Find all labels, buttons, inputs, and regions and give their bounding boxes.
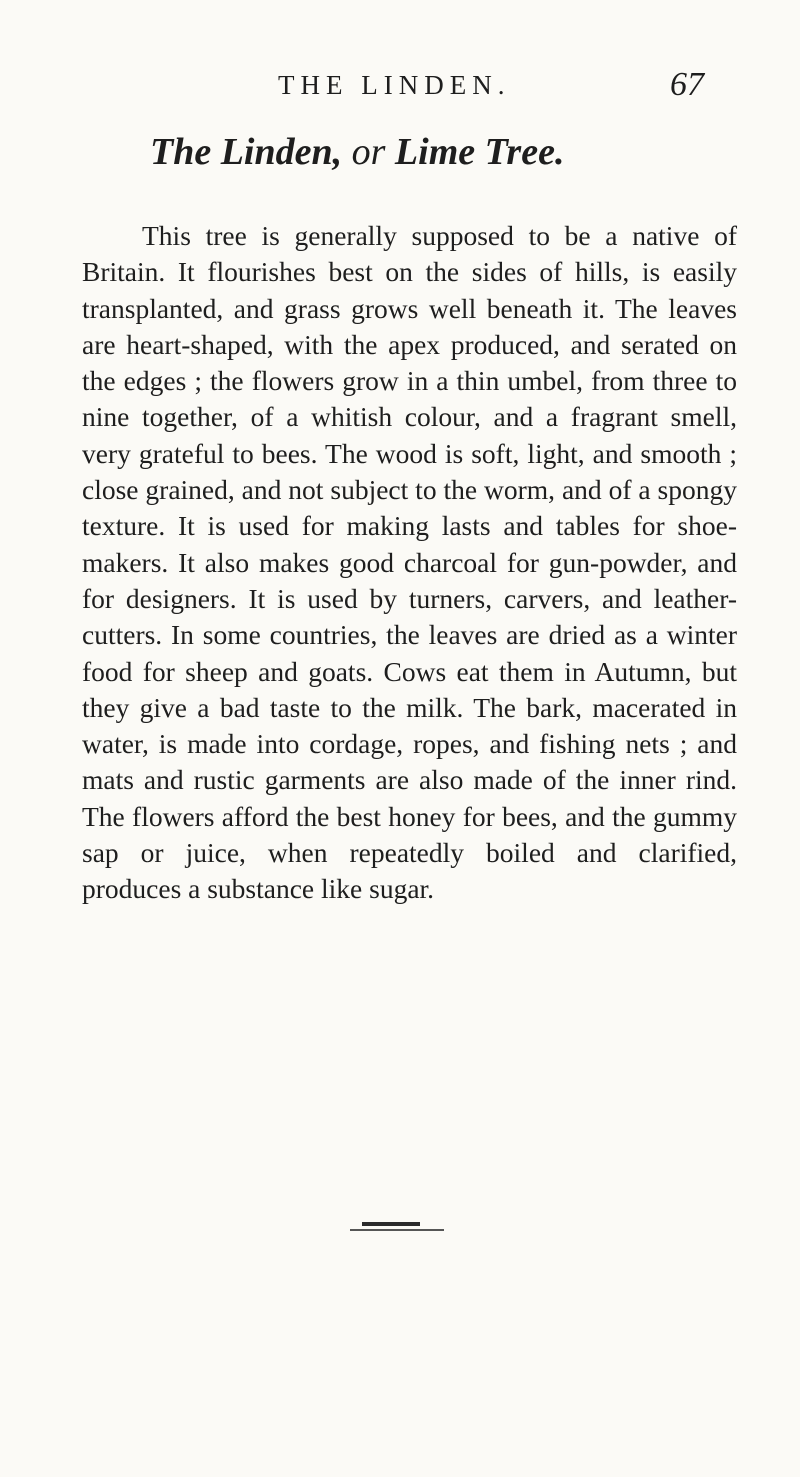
ornament-bar-top (362, 1222, 420, 1226)
article-body: This tree is generally supposed to be a native of Britain. It flourishes best on the sides of hills, is easily transplanted, and grass grows well beneath it. The leaves are heart-shaped, with the apex produced, and serated on the edges ; the flowers grow in a thin umbel, from three to nine together, of a whitish colour, and a fragrant smell, very grateful to bees. The wood is soft, light, and smooth ; close grained, and not subject to the worm, and of a spongy texture. It is used for making lasts and tables for shoe-makers. It also makes good charcoal for gun-powder, and for designers. It is used by turners, carvers, and leather-cutters. In some countries, the leaves are dried as a winter food for sheep and goats. Cows eat them in Autumn, but they give a bad taste to the milk. The bark, macerated in water, is made into cordage, ropes, and fishing nets ; and mats and rustic garments are also made of the inner rind. The flowers afford the best honey for bees, and the gummy sap or juice, when repeatedly boiled and clarified, produces a substance like sugar. (82, 220, 737, 905)
article-title-part1: The Linden, (150, 131, 343, 173)
article-title (150, 130, 710, 174)
end-ornament (350, 1222, 444, 1236)
article-title-part2: Lime Tree. (394, 131, 565, 173)
page-number: 67 (670, 66, 704, 103)
running-title: THE LINDEN. (278, 70, 511, 100)
article-title-conjunction: or (351, 131, 386, 173)
running-head (0, 66, 800, 110)
ornament-bar-bottom (350, 1229, 444, 1231)
